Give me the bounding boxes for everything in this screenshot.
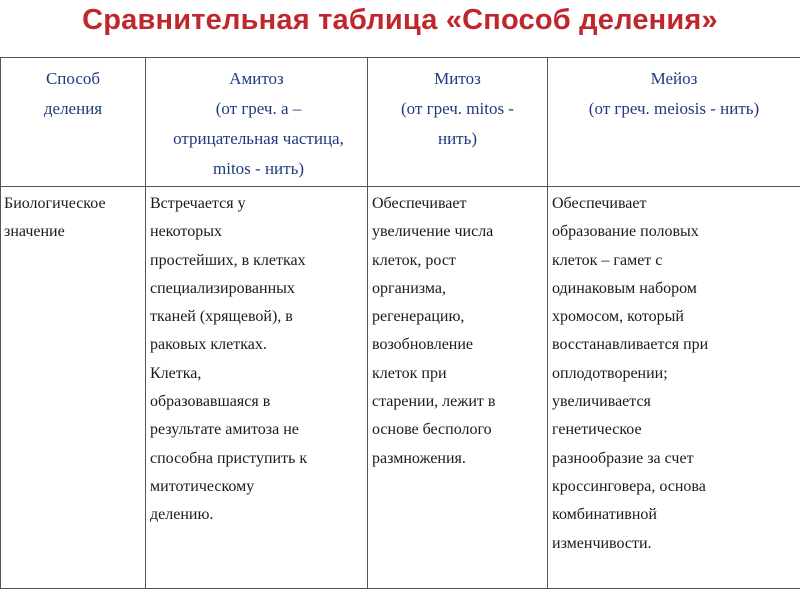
cell-meiosis-significance: Обеспечивает образование половых клеток – гамет с одинаковым набором хромосом, который восстанавливается при оплодотворении; увеличивается генетическое разнообразие за счет кроссинговера, основа комбинативной изменчивости. — [548, 187, 800, 589]
header-amitosis-subtitle: (от греч. а – отрицательная частица, mitos - нить) — [173, 99, 344, 178]
cell-mitosis-significance: Обеспечивает увеличение числа клеток, рост организма, регенерацию, возобновление клеток при старении, лежит в основе бесполого размножения. — [368, 187, 548, 589]
header-row — [1, 58, 800, 187]
header-meiosis-subtitle: (от греч. meiosis - нить) — [588, 99, 760, 118]
comparison-table — [0, 57, 800, 589]
header-mitosis-subtitle: (от греч. mitos - нить) — [401, 99, 514, 148]
cell-amitosis-significance: Встречается у некоторых простейших, в клетках специализированных тканей (хрящевой), в раковых клетках. Клетка, образовавшаяся в результате амитоза не способна приступить к митотическому делению. — [146, 187, 368, 589]
table-row — [1, 187, 800, 589]
header-mitosis-label: Митоз — [434, 69, 481, 88]
header-amitosis-label: Амитоз — [229, 69, 284, 88]
page-title: Сравнительная таблица «Способ деления» — [82, 4, 718, 36]
header-division-method — [1, 58, 146, 187]
row-label-biological-significance: Биологическое значение — [1, 187, 146, 589]
header-amitosis — [146, 58, 368, 187]
header-mitosis — [368, 58, 548, 187]
header-division-method-label: Способ деления — [43, 69, 103, 118]
header-meiosis-label: Мейоз — [650, 69, 698, 88]
header-meiosis — [548, 58, 800, 187]
